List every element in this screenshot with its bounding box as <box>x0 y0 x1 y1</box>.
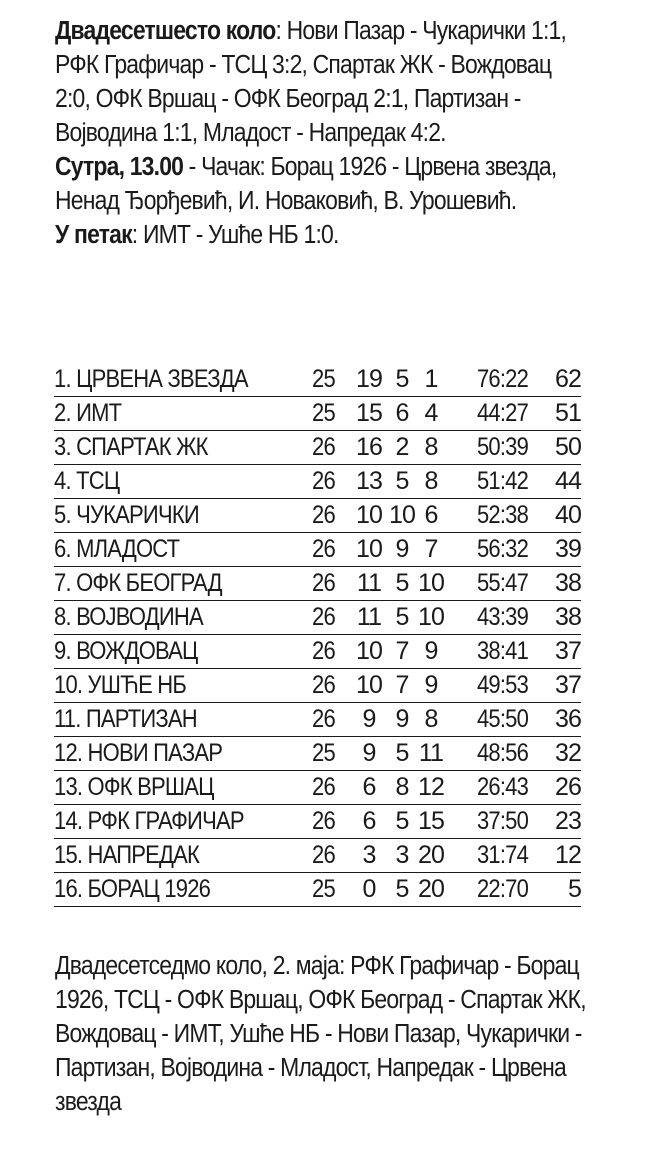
team-name: 7. ОФК БЕОГРАД <box>54 569 222 597</box>
goal-ratio: 22:70 <box>476 875 528 903</box>
lost-count: 10 <box>417 603 444 631</box>
won-count-cell <box>350 567 388 601</box>
won-count: 10 <box>355 637 382 665</box>
table-row <box>54 873 581 907</box>
lost-count-cell <box>416 363 446 397</box>
won-count: 9 <box>362 739 376 767</box>
won-count: 11 <box>356 569 382 597</box>
drawn-count: 7 <box>395 671 409 699</box>
goal-ratio: 50:39 <box>476 433 528 461</box>
drawn-count: 9 <box>395 705 409 733</box>
points-cell <box>528 839 581 873</box>
team-name-cell <box>54 601 312 635</box>
played-count-cell <box>312 669 350 703</box>
team-name: 2. ИМТ <box>54 399 122 427</box>
drawn-count-cell <box>388 839 416 873</box>
table-row <box>54 533 581 567</box>
lost-count-cell <box>416 805 446 839</box>
lost-count: 6 <box>424 501 438 529</box>
table-row <box>54 805 581 839</box>
played-count-cell <box>312 499 350 533</box>
won-count: 11 <box>356 603 382 631</box>
goal-ratio-cell <box>446 805 528 839</box>
table-row <box>54 431 581 465</box>
lost-count-cell <box>416 873 446 907</box>
points: 44 <box>554 467 581 495</box>
drawn-count: 5 <box>395 365 409 393</box>
won-count: 10 <box>355 501 382 529</box>
played-count: 26 <box>312 841 335 869</box>
played-count: 26 <box>312 671 335 699</box>
won-count-cell <box>350 363 388 397</box>
drawn-count: 2 <box>395 433 409 461</box>
drawn-count: 3 <box>395 841 409 869</box>
played-count-cell <box>312 771 350 805</box>
lost-count: 8 <box>424 705 438 733</box>
lost-count-cell <box>416 635 446 669</box>
goal-ratio-cell <box>446 771 528 805</box>
goal-ratio-cell <box>446 669 528 703</box>
team-name-cell <box>54 363 312 397</box>
lost-count-cell <box>416 533 446 567</box>
goal-ratio-cell <box>446 431 528 465</box>
played-count-cell <box>312 839 350 873</box>
played-count-cell <box>312 805 350 839</box>
drawn-count-cell <box>388 397 416 431</box>
tomorrow-text: - Чачак: Борац 1926 - Црвена звезда, Ненад Ђорђевић, И. Новаковић, В. Урошевић. <box>55 153 557 215</box>
points-cell <box>528 737 581 771</box>
played-count-cell <box>312 431 350 465</box>
goal-ratio: 49:53 <box>476 671 528 699</box>
points: 32 <box>554 739 581 767</box>
played-count: 26 <box>312 467 335 495</box>
points-cell <box>528 873 581 907</box>
goal-ratio-cell <box>446 873 528 907</box>
points-cell <box>528 669 581 703</box>
table-row <box>54 737 581 771</box>
goal-ratio-cell <box>446 363 528 397</box>
lost-count: 8 <box>424 433 438 461</box>
team-name-cell <box>54 567 312 601</box>
friday-text: : ИМТ - Ушће НБ 1:0. <box>131 221 339 249</box>
points-cell <box>528 771 581 805</box>
team-name: 6. МЛАДОСТ <box>54 535 180 563</box>
team-name-cell <box>54 669 312 703</box>
drawn-count: 5 <box>395 807 409 835</box>
won-count: 19 <box>355 365 382 393</box>
won-count-cell <box>350 635 388 669</box>
points: 62 <box>554 365 581 393</box>
team-name-cell <box>54 771 312 805</box>
drawn-count-cell <box>388 499 416 533</box>
points: 50 <box>554 433 581 461</box>
goal-ratio: 55:47 <box>476 569 528 597</box>
lost-count-cell <box>416 465 446 499</box>
lost-count-cell <box>416 499 446 533</box>
tomorrow-match <box>55 150 582 218</box>
team-name: 15. НАПРЕДАК <box>54 841 200 869</box>
lost-count: 9 <box>424 637 438 665</box>
won-count: 10 <box>355 671 382 699</box>
points-cell <box>528 805 581 839</box>
points-cell <box>528 533 581 567</box>
drawn-count-cell <box>388 431 416 465</box>
team-name: 8. ВОЈВОДИНА <box>54 603 203 631</box>
table-row <box>54 567 581 601</box>
goal-ratio: 45:50 <box>476 705 528 733</box>
drawn-count-cell <box>388 805 416 839</box>
goal-ratio: 38:41 <box>476 637 528 665</box>
points-cell <box>528 363 581 397</box>
points: 51 <box>554 399 581 427</box>
won-count-cell <box>350 431 388 465</box>
points-cell <box>528 465 581 499</box>
drawn-count-cell <box>388 737 416 771</box>
played-count-cell <box>312 737 350 771</box>
team-name-cell <box>54 499 312 533</box>
lost-count: 20 <box>417 841 444 869</box>
points: 40 <box>554 501 581 529</box>
drawn-count: 10 <box>388 501 415 529</box>
played-count-cell <box>312 873 350 907</box>
points: 12 <box>554 841 581 869</box>
drawn-count-cell <box>388 567 416 601</box>
played-count: 26 <box>312 773 335 801</box>
friday-match <box>55 218 582 252</box>
points: 5 <box>567 875 581 903</box>
lost-count: 20 <box>417 875 444 903</box>
drawn-count: 9 <box>395 535 409 563</box>
team-name-cell <box>54 397 312 431</box>
team-name: 16. БОРАЦ 1926 <box>54 875 211 903</box>
lost-count: 8 <box>424 467 438 495</box>
lost-count-cell <box>416 567 446 601</box>
drawn-count-cell <box>388 601 416 635</box>
team-name-cell <box>54 839 312 873</box>
lost-count: 12 <box>417 773 444 801</box>
lost-count-cell <box>416 839 446 873</box>
played-count: 26 <box>312 807 335 835</box>
team-name-cell <box>54 533 312 567</box>
played-count: 26 <box>312 637 335 665</box>
won-count-cell <box>350 873 388 907</box>
round-26-label: Двадесетшесто коло <box>55 17 276 45</box>
played-count: 25 <box>312 365 335 393</box>
drawn-count-cell <box>388 873 416 907</box>
played-count-cell <box>312 567 350 601</box>
goal-ratio: 31:74 <box>476 841 528 869</box>
lost-count-cell <box>416 669 446 703</box>
played-count: 25 <box>312 875 335 903</box>
points: 38 <box>554 569 581 597</box>
drawn-count: 7 <box>395 637 409 665</box>
team-name: 13. ОФК ВРШАЦ <box>54 773 214 801</box>
drawn-count-cell <box>388 669 416 703</box>
played-count: 25 <box>312 739 335 767</box>
lost-count: 15 <box>417 807 444 835</box>
points-cell <box>528 635 581 669</box>
points-cell <box>528 431 581 465</box>
points: 26 <box>554 773 581 801</box>
played-count-cell <box>312 703 350 737</box>
points: 39 <box>554 535 581 563</box>
won-count-cell <box>350 601 388 635</box>
played-count: 26 <box>312 433 335 461</box>
lost-count-cell <box>416 771 446 805</box>
drawn-count-cell <box>388 533 416 567</box>
points: 38 <box>554 603 581 631</box>
team-name-cell <box>54 703 312 737</box>
goal-ratio-cell <box>446 737 528 771</box>
goal-ratio-cell <box>446 601 528 635</box>
drawn-count-cell <box>388 771 416 805</box>
played-count: 25 <box>312 399 335 427</box>
points-cell <box>528 601 581 635</box>
team-name: 12. НОВИ ПАЗАР <box>54 739 223 767</box>
played-count-cell <box>312 465 350 499</box>
team-name: 11. ПАРТИЗАН <box>54 705 197 733</box>
goal-ratio-cell <box>446 397 528 431</box>
table-row <box>54 635 581 669</box>
goal-ratio-cell <box>446 499 528 533</box>
won-count-cell <box>350 771 388 805</box>
team-name: 10. УШЋЕ НБ <box>54 671 187 699</box>
drawn-count-cell <box>388 703 416 737</box>
goal-ratio: 52:38 <box>476 501 528 529</box>
lost-count: 7 <box>424 535 438 563</box>
won-count-cell <box>350 737 388 771</box>
lost-count: 9 <box>424 671 438 699</box>
tomorrow-label: Сутра, 13.00 <box>55 153 184 181</box>
team-name-cell <box>54 737 312 771</box>
table-row <box>54 397 581 431</box>
played-count: 26 <box>312 705 335 733</box>
lost-count: 10 <box>417 569 444 597</box>
played-count-cell <box>312 397 350 431</box>
team-name-cell <box>54 431 312 465</box>
goal-ratio-cell <box>446 635 528 669</box>
lost-count-cell <box>416 397 446 431</box>
won-count: 6 <box>362 807 376 835</box>
won-count-cell <box>350 669 388 703</box>
won-count-cell <box>350 703 388 737</box>
goal-ratio: 48:56 <box>476 739 528 767</box>
won-count-cell <box>350 839 388 873</box>
team-name-cell <box>54 873 312 907</box>
drawn-count-cell <box>388 363 416 397</box>
team-name-cell <box>54 805 312 839</box>
next-round-block <box>55 949 586 1119</box>
lost-count: 11 <box>418 739 444 767</box>
drawn-count: 6 <box>395 399 409 427</box>
won-count-cell <box>350 397 388 431</box>
standings-table <box>54 363 581 907</box>
lost-count-cell <box>416 703 446 737</box>
goal-ratio-cell <box>446 839 528 873</box>
drawn-count-cell <box>388 465 416 499</box>
team-name: 5. ЧУКАРИЧКИ <box>54 501 199 529</box>
table-row <box>54 771 581 805</box>
played-count-cell <box>312 533 350 567</box>
points: 37 <box>554 637 581 665</box>
goal-ratio: 51:42 <box>476 467 528 495</box>
drawn-count: 5 <box>395 569 409 597</box>
won-count-cell <box>350 499 388 533</box>
lost-count-cell <box>416 431 446 465</box>
drawn-count: 5 <box>395 875 409 903</box>
round-26-results <box>55 14 582 150</box>
lost-count: 1 <box>424 365 438 393</box>
round-26-text: : Нови Пазар - Чукарички 1:1, РФК Графичар - ТСЦ 3:2, Спартак ЖК - Вождовац 2:0, ОФК Вршац - ОФК Београд 2:1, Партизан - Војводина 1:1, Младост - Напредак 4:2. <box>55 17 567 147</box>
won-count: 3 <box>362 841 376 869</box>
goal-ratio: 37:50 <box>476 807 528 835</box>
points: 37 <box>554 671 581 699</box>
table-row <box>54 499 581 533</box>
results-block <box>55 14 582 252</box>
team-name: 1. ЦРВЕНА ЗВЕЗДА <box>54 365 248 393</box>
goal-ratio-cell <box>446 567 528 601</box>
team-name: 9. ВОЖДОВАЦ <box>54 637 198 665</box>
won-count: 16 <box>355 433 382 461</box>
played-count-cell <box>312 363 350 397</box>
team-name-cell <box>54 635 312 669</box>
table-row <box>54 669 581 703</box>
friday-label: У петак <box>55 221 132 249</box>
won-count-cell <box>350 465 388 499</box>
next-round-text: Двадесетседмо коло, 2. маја: РФК Графичар - Борац 1926, ТСЦ - ОФК Вршац, ОФК Београд - Спартак ЖК, Вождовац - ИМТ, Ушће НБ - Нови Пазар, Чукарички - Партизан, Војводина - Младост, Напредак - Црвена звезда <box>55 952 586 1116</box>
goal-ratio: 44:27 <box>476 399 528 427</box>
won-count: 15 <box>355 399 382 427</box>
goal-ratio-cell <box>446 703 528 737</box>
drawn-count: 8 <box>395 773 409 801</box>
lost-count-cell <box>416 601 446 635</box>
points-cell <box>528 567 581 601</box>
team-name: 4. ТСЦ <box>54 467 120 495</box>
lost-count-cell <box>416 737 446 771</box>
played-count-cell <box>312 635 350 669</box>
goal-ratio: 43:39 <box>476 603 528 631</box>
points-cell <box>528 397 581 431</box>
played-count: 26 <box>312 569 335 597</box>
table-row <box>54 703 581 737</box>
played-count: 26 <box>312 535 335 563</box>
won-count: 0 <box>362 875 376 903</box>
drawn-count-cell <box>388 635 416 669</box>
goal-ratio: 56:32 <box>476 535 528 563</box>
table-row <box>54 839 581 873</box>
won-count-cell <box>350 805 388 839</box>
goal-ratio: 26:43 <box>476 773 528 801</box>
team-name: 3. СПАРТАК ЖК <box>54 433 208 461</box>
drawn-count: 5 <box>395 739 409 767</box>
goal-ratio-cell <box>446 533 528 567</box>
played-count-cell <box>312 601 350 635</box>
table-row <box>54 601 581 635</box>
played-count: 26 <box>312 603 335 631</box>
goal-ratio-cell <box>446 465 528 499</box>
points-cell <box>528 703 581 737</box>
goal-ratio: 76:22 <box>476 365 528 393</box>
points: 23 <box>554 807 581 835</box>
points-cell <box>528 499 581 533</box>
won-count: 9 <box>362 705 376 733</box>
table-row <box>54 363 581 397</box>
drawn-count: 5 <box>395 467 409 495</box>
won-count-cell <box>350 533 388 567</box>
won-count: 6 <box>362 773 376 801</box>
points: 36 <box>554 705 581 733</box>
team-name: 14. РФК ГРАФИЧАР <box>54 807 244 835</box>
table-row <box>54 465 581 499</box>
team-name-cell <box>54 465 312 499</box>
drawn-count: 5 <box>395 603 409 631</box>
won-count: 13 <box>355 467 382 495</box>
played-count: 26 <box>312 501 335 529</box>
lost-count: 4 <box>424 399 438 427</box>
won-count: 10 <box>355 535 382 563</box>
